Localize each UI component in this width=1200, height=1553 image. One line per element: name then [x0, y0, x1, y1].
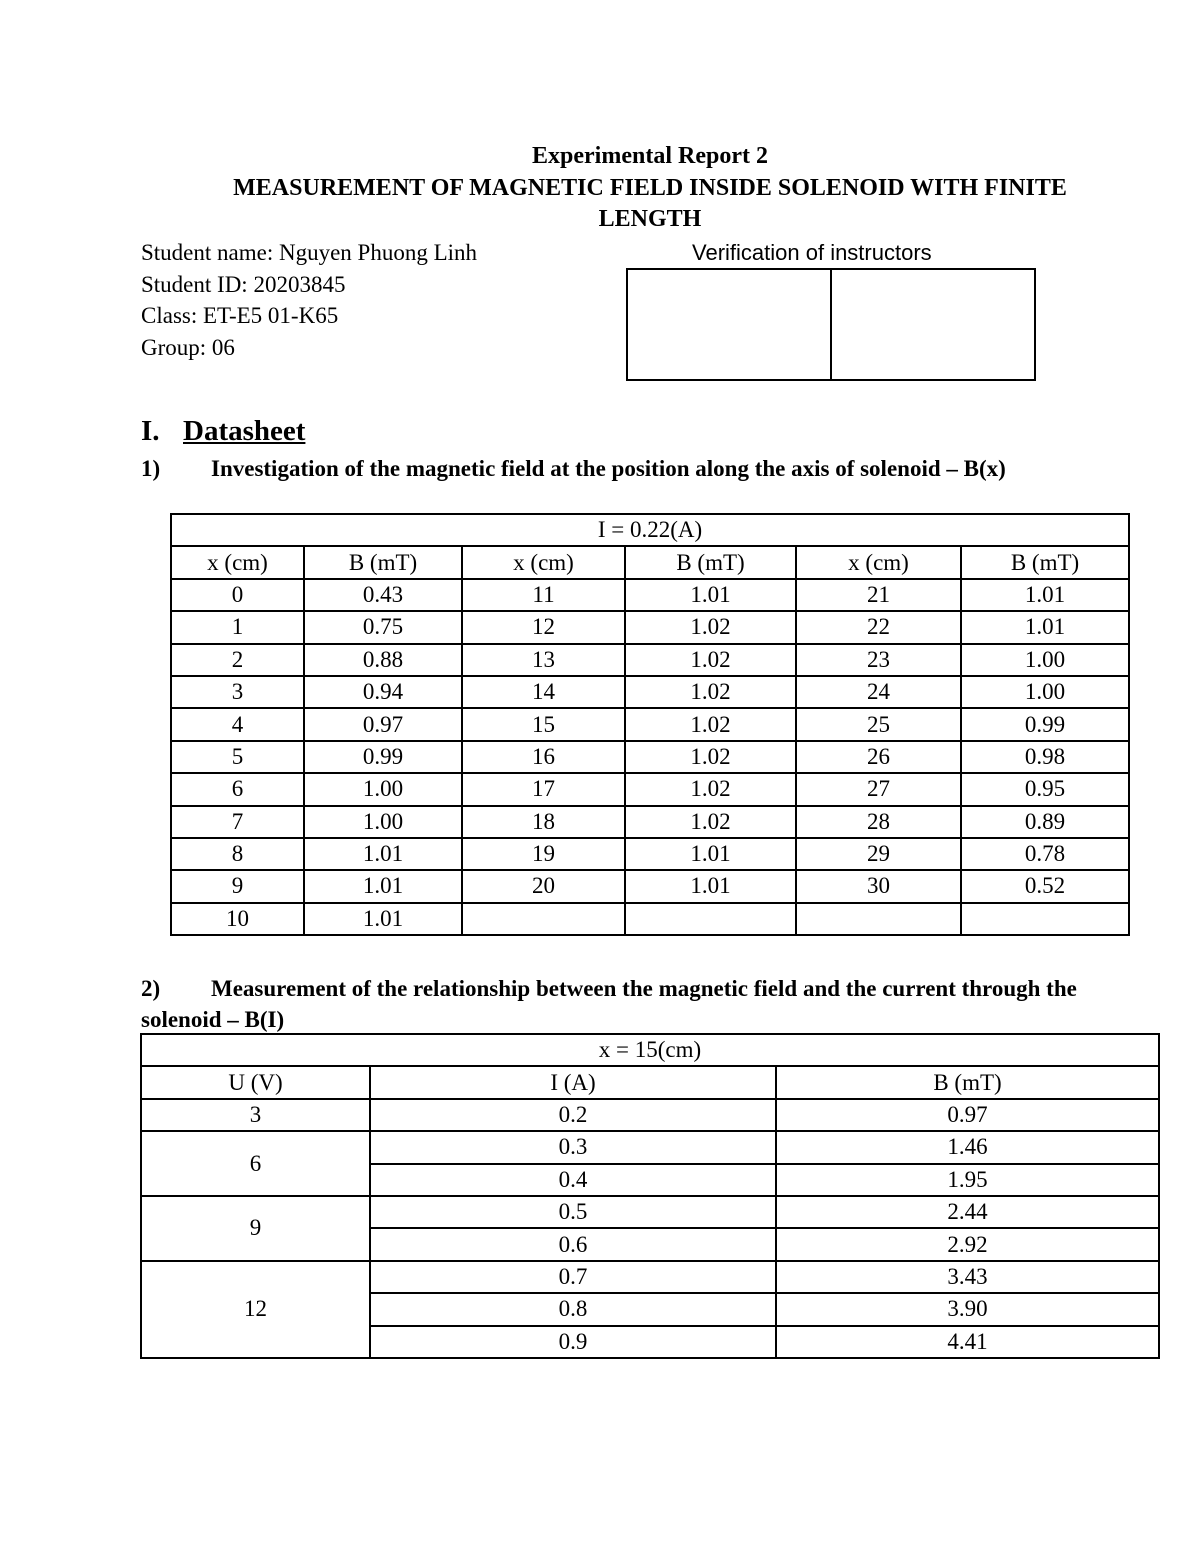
table-cell: 1 [171, 611, 304, 643]
table-cell: 16 [462, 741, 625, 773]
table-cell: 1.01 [625, 838, 796, 870]
table-cell: 17 [462, 773, 625, 805]
table-row [171, 838, 1129, 870]
field-cell: 2.92 [776, 1228, 1159, 1260]
table-cell: 0.88 [304, 644, 462, 676]
table-cell: 12 [462, 611, 625, 643]
field-cell: 2.44 [776, 1196, 1159, 1228]
table-cell: 30 [796, 870, 961, 902]
table-cell: 2 [171, 644, 304, 676]
current-cell: 0.4 [370, 1164, 776, 1196]
column-header-cell: x (cm) [462, 546, 625, 578]
bx-data-table [170, 513, 1130, 936]
table-cell: 1.01 [304, 838, 462, 870]
table-cell: 0.97 [304, 708, 462, 740]
table-header-row [141, 1066, 1159, 1098]
table-cell: 0.99 [961, 708, 1129, 740]
table-cell: 5 [171, 741, 304, 773]
student-name: Student name: Nguyen Phuong Linh [141, 240, 478, 265]
report-title: Experimental Report 2 [532, 143, 768, 169]
table-cell: 25 [796, 708, 961, 740]
table-cell: 1.01 [625, 579, 796, 611]
column-header-cell: U (V) [141, 1066, 370, 1098]
part1-title: Investigation of the magnetic field at the position along the axis of solenoid – B(x) [211, 456, 1006, 481]
table-cell: 7 [171, 806, 304, 838]
column-header-cell: B (mT) [776, 1066, 1159, 1098]
current-cell: 0.7 [370, 1261, 776, 1293]
table-cell: 0.95 [961, 773, 1129, 805]
voltage-cell: 9 [141, 1196, 370, 1261]
table-row [171, 708, 1129, 740]
table-cell: 0.99 [304, 741, 462, 773]
part2-title: Measurement of the relationship between the magnetic field and the current through the solenoid – B(I) [141, 976, 1077, 1032]
table-cell: 1.01 [961, 611, 1129, 643]
table-cell: 20 [462, 870, 625, 902]
table-cell [796, 903, 961, 935]
column-header-cell: B (mT) [304, 546, 462, 578]
table-cell: 18 [462, 806, 625, 838]
table-cell: 22 [796, 611, 961, 643]
table-cell: 0.43 [304, 579, 462, 611]
voltage-cell: 3 [141, 1099, 370, 1131]
part1-number: 1) [141, 456, 161, 481]
column-header-cell: B (mT) [625, 546, 796, 578]
verification-signature-cell [628, 270, 830, 379]
student-group: Group: 06 [141, 335, 235, 360]
field-cell: 0.97 [776, 1099, 1159, 1131]
table-header-row [171, 546, 1129, 578]
bi-data-table [140, 1033, 1160, 1359]
table-cell: 0 [171, 579, 304, 611]
section-number: I. [141, 415, 160, 447]
report-subtitle-continued: LENGTH [598, 206, 702, 232]
table-cell: 4 [171, 708, 304, 740]
table-header-row [171, 514, 1129, 546]
table-cell: 1.01 [304, 903, 462, 935]
current-header-cell: I = 0.22(A) [171, 514, 1129, 546]
field-cell: 1.46 [776, 1131, 1159, 1163]
table-cell: 9 [171, 870, 304, 902]
section-title: Datasheet [183, 415, 306, 447]
table-header-row [141, 1034, 1159, 1066]
table-cell: 24 [796, 676, 961, 708]
table-row [171, 773, 1129, 805]
table-cell: 10 [171, 903, 304, 935]
student-class: Class: ET-E5 01-K65 [141, 303, 339, 328]
part2-heading [141, 973, 1131, 1035]
table-cell: 1.02 [625, 644, 796, 676]
voltage-cell: 12 [141, 1261, 370, 1358]
current-cell: 0.8 [370, 1293, 776, 1325]
table-row [171, 806, 1129, 838]
table-row [141, 1099, 1159, 1131]
table-row [171, 579, 1129, 611]
table-cell: 14 [462, 676, 625, 708]
table-cell: 1.02 [625, 676, 796, 708]
table-row [171, 676, 1129, 708]
table-row [171, 903, 1129, 935]
table-cell: 1.02 [625, 773, 796, 805]
current-cell: 0.3 [370, 1131, 776, 1163]
table-cell: 27 [796, 773, 961, 805]
voltage-cell: 6 [141, 1131, 370, 1196]
table-cell: 1.00 [961, 644, 1129, 676]
column-header-cell: x (cm) [171, 546, 304, 578]
table-cell: 1.02 [625, 708, 796, 740]
table-cell: 26 [796, 741, 961, 773]
field-cell: 3.43 [776, 1261, 1159, 1293]
table-cell: 8 [171, 838, 304, 870]
table-cell: 11 [462, 579, 625, 611]
field-cell: 1.95 [776, 1164, 1159, 1196]
table-cell: 1.02 [625, 741, 796, 773]
table-cell [961, 903, 1129, 935]
section-heading [141, 415, 305, 448]
position-header-cell: x = 15(cm) [141, 1034, 1159, 1066]
table-row [171, 611, 1129, 643]
table-cell: 19 [462, 838, 625, 870]
table-cell: 0.89 [961, 806, 1129, 838]
verification-signature-cell [830, 270, 1034, 379]
table-row [171, 644, 1129, 676]
table-row [141, 1261, 1159, 1293]
table-row [171, 741, 1129, 773]
table-cell: 1.01 [961, 579, 1129, 611]
column-header-cell: B (mT) [961, 546, 1129, 578]
table-cell: 6 [171, 773, 304, 805]
table-cell: 1.01 [304, 870, 462, 902]
table-cell [625, 903, 796, 935]
table-cell: 1.02 [625, 611, 796, 643]
table-cell: 29 [796, 838, 961, 870]
table-cell [462, 903, 625, 935]
current-cell: 0.9 [370, 1326, 776, 1358]
table-cell: 0.78 [961, 838, 1129, 870]
table-cell: 1.00 [304, 773, 462, 805]
table-row [141, 1196, 1159, 1228]
table-cell: 0.94 [304, 676, 462, 708]
column-header-cell: x (cm) [796, 546, 961, 578]
current-cell: 0.5 [370, 1196, 776, 1228]
current-cell: 0.6 [370, 1228, 776, 1260]
table-cell: 28 [796, 806, 961, 838]
table-cell: 13 [462, 644, 625, 676]
student-id: Student ID: 20203845 [141, 272, 346, 297]
field-cell: 3.90 [776, 1293, 1159, 1325]
table-row [141, 1131, 1159, 1163]
current-cell: 0.2 [370, 1099, 776, 1131]
report-subtitle: MEASUREMENT OF MAGNETIC FIELD INSIDE SOLENOID WITH FINITE [233, 175, 1067, 201]
part2-number: 2) [141, 976, 161, 1001]
table-cell: 0.98 [961, 741, 1129, 773]
table-cell: 1.02 [625, 806, 796, 838]
table-row [171, 870, 1129, 902]
table-cell: 1.00 [961, 676, 1129, 708]
table-cell: 1.01 [625, 870, 796, 902]
table-cell: 23 [796, 644, 961, 676]
verification-label: Verification of instructors [692, 240, 932, 265]
table-cell: 0.52 [961, 870, 1129, 902]
table-cell: 21 [796, 579, 961, 611]
table-cell: 3 [171, 676, 304, 708]
verification-box [626, 268, 1036, 381]
table-cell: 0.75 [304, 611, 462, 643]
table-cell: 1.00 [304, 806, 462, 838]
table-cell: 15 [462, 708, 625, 740]
part1-heading [141, 453, 1131, 484]
column-header-cell: I (A) [370, 1066, 776, 1098]
field-cell: 4.41 [776, 1326, 1159, 1358]
